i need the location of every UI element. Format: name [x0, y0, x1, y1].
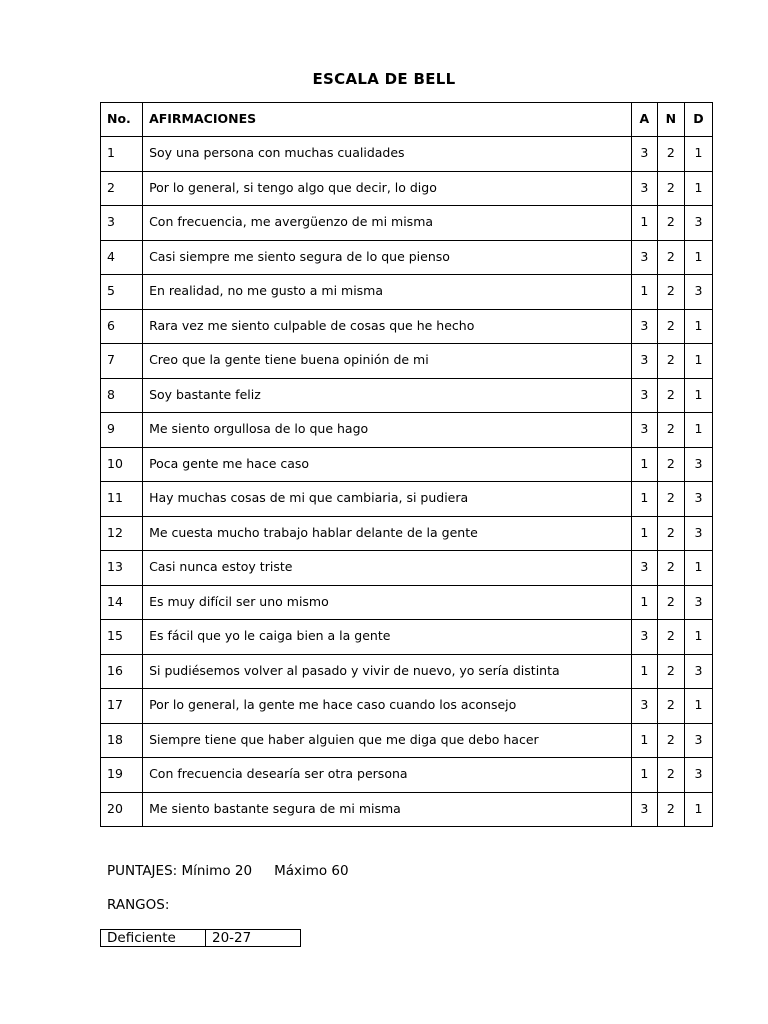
- row-score-n: 2: [657, 585, 684, 620]
- row-score-d: 1: [684, 378, 712, 413]
- row-statement: Si pudiésemos volver al pasado y vivir de nuevo, yo sería distinta: [143, 654, 632, 689]
- range-name: Deficiente: [101, 930, 206, 947]
- header-d: D: [684, 103, 712, 137]
- table-row: [101, 309, 713, 344]
- row-number: 20: [101, 792, 143, 826]
- row-statement: Me cuesta mucho trabajo hablar delante de la gente: [143, 516, 632, 551]
- document-title: ESCALA DE BELL: [312, 70, 456, 88]
- row-score-a: 3: [631, 689, 657, 724]
- row-score-n: 2: [657, 620, 684, 655]
- score-maximum: Máximo 60: [274, 863, 349, 879]
- row-statement: Poca gente me hace caso: [143, 447, 632, 482]
- row-score-n: 2: [657, 689, 684, 724]
- row-score-a: 3: [631, 413, 657, 448]
- row-score-n: 2: [657, 378, 684, 413]
- row-number: 9: [101, 413, 143, 448]
- row-number: 5: [101, 275, 143, 310]
- table-row: [101, 275, 713, 310]
- row-score-d: 3: [684, 758, 712, 793]
- row-score-n: 2: [657, 137, 684, 172]
- row-number: 16: [101, 654, 143, 689]
- row-score-a: 1: [631, 585, 657, 620]
- row-statement: Hay muchas cosas de mi que cambiaria, si pudiera: [143, 482, 632, 517]
- row-score-d: 1: [684, 689, 712, 724]
- row-statement: Es fácil que yo le caiga bien a la gente: [143, 620, 632, 655]
- row-statement: Me siento bastante segura de mi misma: [143, 792, 632, 826]
- row-score-a: 3: [631, 551, 657, 586]
- row-number: 1: [101, 137, 143, 172]
- row-statement: Me siento orgullosa de lo que hago: [143, 413, 632, 448]
- row-score-d: 1: [684, 344, 712, 379]
- score-minimum: PUNTAJES: Mínimo 20: [107, 863, 253, 879]
- table-row: [101, 551, 713, 586]
- range-row: [101, 930, 301, 947]
- ranges-label: RANGOS:: [107, 897, 170, 913]
- row-score-d: 3: [684, 206, 712, 241]
- row-score-a: 3: [631, 792, 657, 826]
- row-number: 18: [101, 723, 143, 758]
- row-score-n: 2: [657, 344, 684, 379]
- table-row: [101, 447, 713, 482]
- row-score-d: 3: [684, 585, 712, 620]
- row-score-d: 1: [684, 309, 712, 344]
- row-statement: Por lo general, la gente me hace caso cuando los aconsejo: [143, 689, 632, 724]
- row-number: 4: [101, 240, 143, 275]
- table-row: [101, 171, 713, 206]
- table-row: [101, 792, 713, 826]
- row-statement: Creo que la gente tiene buena opinión de mi: [143, 344, 632, 379]
- header-a: A: [631, 103, 657, 137]
- row-score-d: 3: [684, 275, 712, 310]
- header-no: No.: [101, 103, 143, 137]
- row-number: 11: [101, 482, 143, 517]
- row-score-a: 1: [631, 654, 657, 689]
- table-row: [101, 206, 713, 241]
- row-number: 6: [101, 309, 143, 344]
- row-statement: Rara vez me siento culpable de cosas que he hecho: [143, 309, 632, 344]
- table-row: [101, 482, 713, 517]
- row-number: 8: [101, 378, 143, 413]
- row-number: 14: [101, 585, 143, 620]
- row-number: 7: [101, 344, 143, 379]
- row-score-a: 1: [631, 447, 657, 482]
- row-score-a: 1: [631, 206, 657, 241]
- row-score-d: 1: [684, 137, 712, 172]
- range-values: 20-27: [206, 930, 301, 947]
- row-score-d: 3: [684, 516, 712, 551]
- row-score-n: 2: [657, 758, 684, 793]
- row-score-a: 3: [631, 620, 657, 655]
- row-statement: Con frecuencia desearía ser otra persona: [143, 758, 632, 793]
- row-score-d: 1: [684, 171, 712, 206]
- header-n: N: [657, 103, 684, 137]
- row-score-d: 1: [684, 551, 712, 586]
- row-score-d: 3: [684, 654, 712, 689]
- row-score-d: 1: [684, 413, 712, 448]
- row-score-n: 2: [657, 723, 684, 758]
- table-row: [101, 620, 713, 655]
- table-row: [101, 689, 713, 724]
- row-score-n: 2: [657, 551, 684, 586]
- table-row: [101, 654, 713, 689]
- row-score-a: 1: [631, 516, 657, 551]
- row-score-d: 3: [684, 482, 712, 517]
- row-number: 15: [101, 620, 143, 655]
- row-number: 10: [101, 447, 143, 482]
- row-statement: Es muy difícil ser uno mismo: [143, 585, 632, 620]
- row-score-n: 2: [657, 413, 684, 448]
- table-row: [101, 585, 713, 620]
- row-statement: Siempre tiene que haber alguien que me diga que debo hacer: [143, 723, 632, 758]
- row-score-n: 2: [657, 516, 684, 551]
- row-score-a: 3: [631, 309, 657, 344]
- row-statement: Casi siempre me siento segura de lo que pienso: [143, 240, 632, 275]
- row-score-n: 2: [657, 171, 684, 206]
- row-score-a: 1: [631, 758, 657, 793]
- row-statement: Soy una persona con muchas cualidades: [143, 137, 632, 172]
- row-score-d: 3: [684, 723, 712, 758]
- row-score-a: 1: [631, 275, 657, 310]
- row-score-d: 1: [684, 240, 712, 275]
- table-row: [101, 378, 713, 413]
- row-statement: Con frecuencia, me avergüenzo de mi misma: [143, 206, 632, 241]
- row-score-a: 1: [631, 723, 657, 758]
- row-score-d: 1: [684, 620, 712, 655]
- header-statement: AFIRMACIONES: [143, 103, 632, 137]
- row-score-n: 2: [657, 482, 684, 517]
- row-number: 13: [101, 551, 143, 586]
- table-row: [101, 344, 713, 379]
- table-row: [101, 516, 713, 551]
- row-score-a: 3: [631, 378, 657, 413]
- row-score-n: 2: [657, 240, 684, 275]
- row-score-n: 2: [657, 309, 684, 344]
- ranges-table: [100, 929, 301, 947]
- row-score-d: 1: [684, 792, 712, 826]
- row-number: 2: [101, 171, 143, 206]
- row-number: 3: [101, 206, 143, 241]
- row-number: 17: [101, 689, 143, 724]
- row-statement: Soy bastante feliz: [143, 378, 632, 413]
- score-range-line: [107, 863, 349, 879]
- row-score-n: 2: [657, 447, 684, 482]
- bell-scale-table: [100, 102, 713, 827]
- table-row: [101, 723, 713, 758]
- row-score-a: 3: [631, 171, 657, 206]
- table-row: [101, 758, 713, 793]
- row-score-n: 2: [657, 792, 684, 826]
- table-header-row: [101, 103, 713, 137]
- table-row: [101, 240, 713, 275]
- row-statement: En realidad, no me gusto a mi misma: [143, 275, 632, 310]
- row-score-n: 2: [657, 275, 684, 310]
- row-statement: Casi nunca estoy triste: [143, 551, 632, 586]
- row-score-a: 3: [631, 344, 657, 379]
- row-score-n: 2: [657, 654, 684, 689]
- row-score-a: 3: [631, 137, 657, 172]
- row-score-a: 1: [631, 482, 657, 517]
- row-number: 12: [101, 516, 143, 551]
- row-statement: Por lo general, si tengo algo que decir, lo digo: [143, 171, 632, 206]
- row-score-a: 3: [631, 240, 657, 275]
- table-row: [101, 137, 713, 172]
- row-score-n: 2: [657, 206, 684, 241]
- row-number: 19: [101, 758, 143, 793]
- table-row: [101, 413, 713, 448]
- row-score-d: 3: [684, 447, 712, 482]
